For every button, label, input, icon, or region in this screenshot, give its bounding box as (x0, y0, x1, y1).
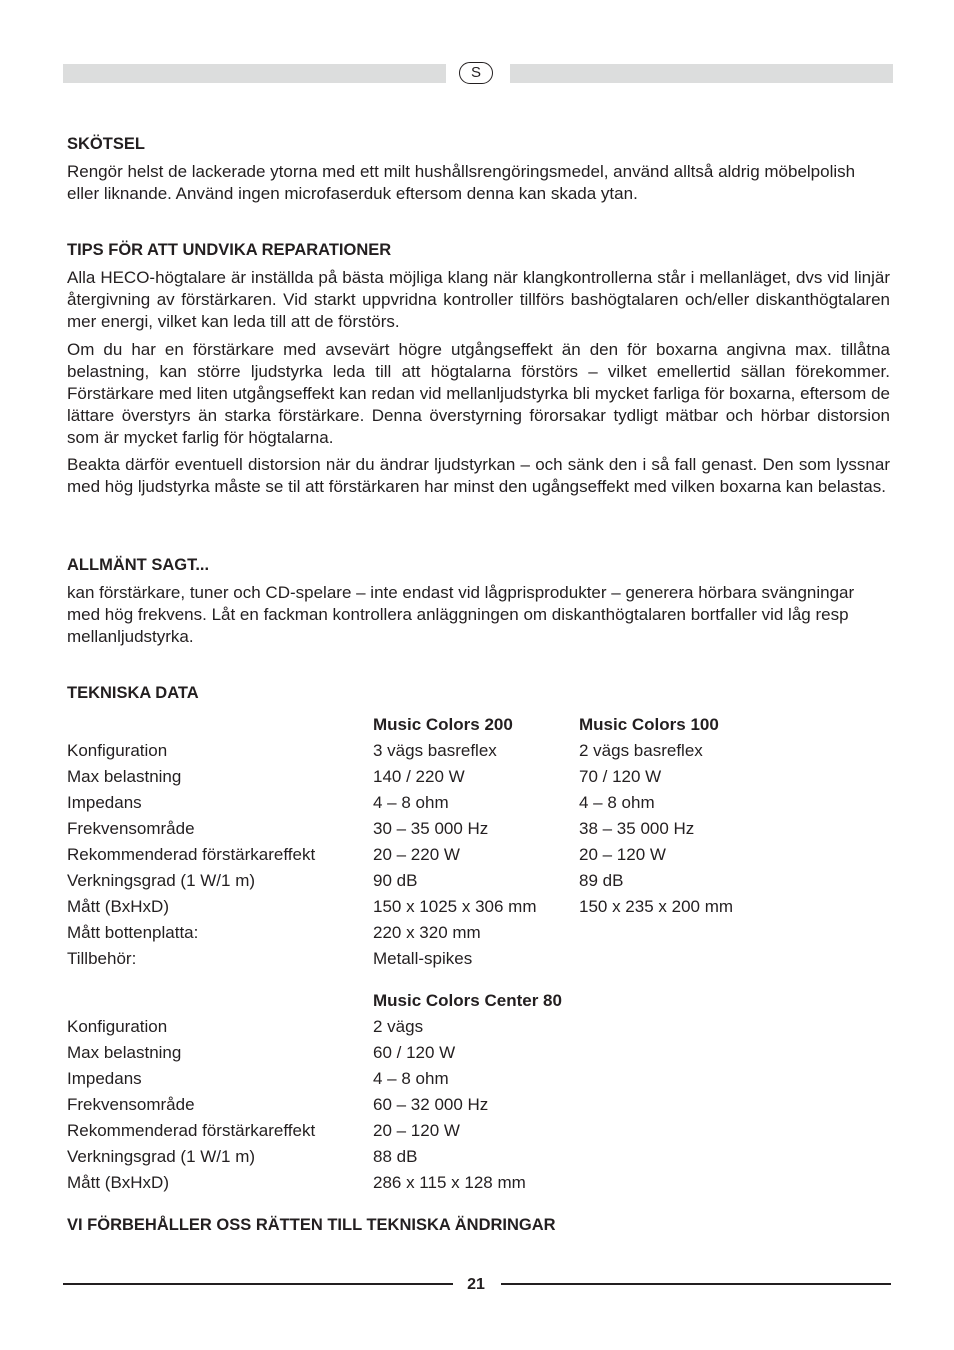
column-header-music-colors-200: Music Colors 200 (373, 715, 513, 734)
spec-label: Verkningsgrad (1 W/1 m) (67, 871, 256, 890)
column-header-music-colors-center-80: Music Colors Center 80 (373, 991, 562, 1010)
spec-row (67, 946, 890, 972)
spec-label: Rekommenderad förstärkareffekt (67, 845, 316, 864)
language-badge: S (459, 62, 493, 84)
spec-value: 70 / 120 W (579, 767, 662, 786)
spec-value: 2 vägs basreflex (579, 741, 703, 760)
spec-row (67, 816, 890, 842)
spec-label: Konfiguration (67, 741, 168, 760)
spec-table-music-colors-center-80 (67, 988, 890, 1196)
spec-value: 4 – 8 ohm (579, 793, 655, 812)
spec-row (67, 1040, 890, 1066)
header-bar-left (63, 64, 446, 83)
spec-value: 220 x 320 mm (373, 923, 481, 942)
spec-value: 60 – 32 000 Hz (373, 1095, 489, 1114)
spec-value: 286 x 115 x 128 mm (373, 1173, 526, 1192)
general-heading: ALLMÄNT SAGT... (67, 556, 210, 574)
spec-value: 90 dB (373, 871, 418, 890)
footer-rule-left (63, 1283, 453, 1285)
spec-value: 150 x 1025 x 306 mm (373, 897, 537, 916)
spec-label: Frekvensområde (67, 819, 195, 838)
spec-value: 4 – 8 ohm (373, 1069, 449, 1088)
spec-value: Metall-spikes (373, 949, 473, 968)
tips-paragraph-3: Beakta därför eventuell distorsion när du ändrar ljudstyrkan – och sänk den i så fall genast. Den som lyssnar med hög ljudstyrka måste se til att förstärkaren har minst den ugångseffekt med vilken boxarna kan belastas. (67, 455, 890, 496)
general-paragraph: kan förstärkare, tuner och CD-spelare – inte endast vid lågprisprodukter – generera hörbara svängningar med hög frekvens. Låt en fackman kontrollera anläggningen om diskanthögtalaren bortfaller vid låg resp mellanljudstyrka. (67, 583, 855, 646)
spec-label: Verkningsgrad (1 W/1 m) (67, 1147, 256, 1166)
care-paragraph: Rengör helst de lackerade ytorna med ett milt hushållsrengöringsmedel, använd alltså aldrig möbelpolish eller liknande. Använd ingen microfaserduk eftersom denna kan skada ytan. (67, 162, 856, 203)
spec-label: Mått (BxHxD) (67, 1173, 169, 1192)
column-header-music-colors-100: Music Colors 100 (579, 715, 719, 734)
spec-label: Mått bottenplatta: (67, 923, 199, 942)
spec-value: 20 – 120 W (373, 1121, 460, 1140)
spec-label: Impedans (67, 1069, 142, 1088)
spec-value: 3 vägs basreflex (373, 741, 497, 760)
spec-value: 140 / 220 W (373, 767, 465, 786)
spec-label: Mått (BxHxD) (67, 897, 169, 916)
spec-value: 150 x 235 x 200 mm (579, 897, 734, 916)
disclaimer-heading: VI FÖRBEHÅLLER OSS RÄTTEN TILL TEKNISKA ÄNDRINGAR (67, 1216, 556, 1234)
spec-value: 2 vägs (373, 1017, 424, 1036)
spec-table-header (67, 988, 890, 1014)
spec-row (67, 1118, 890, 1144)
spec-label: Max belastning (67, 767, 182, 786)
spec-value: 38 – 35 000 Hz (579, 819, 695, 838)
spec-value: 20 – 120 W (579, 845, 666, 864)
spec-row (67, 1066, 890, 1092)
spec-row (67, 920, 890, 946)
tips-paragraph-1: Alla HECO-högtalare är inställda på bästa möjliga klang när klangkontrollerna står i mellanläget, dvs vid linjär återgivning av förstärkaren. Vid starkt uppvridna kontroller tillförs bashögtalaren och/eller diskanthögtalaren mer energi, vilket kan leda till att de förstörs. (67, 268, 890, 331)
spec-value: 88 dB (373, 1147, 418, 1166)
spec-row (67, 790, 890, 816)
spec-table-music-colors-200-100 (67, 712, 890, 972)
spec-row (67, 1144, 890, 1170)
tips-heading: TIPS FÖR ATT UNDVIKA REPARATIONER (67, 241, 392, 259)
spec-value: 30 – 35 000 Hz (373, 819, 489, 838)
spec-table-header (67, 712, 890, 738)
spec-row (67, 1092, 890, 1118)
spec-label: Impedans (67, 793, 142, 812)
footer-rule-right (501, 1283, 891, 1285)
spec-row (67, 1170, 890, 1196)
spec-value: 20 – 220 W (373, 845, 460, 864)
spec-value: 60 / 120 W (373, 1043, 456, 1062)
spec-label: Konfiguration (67, 1017, 168, 1036)
spec-row (67, 894, 890, 920)
header-bar-right (510, 64, 893, 83)
spec-row (67, 1014, 890, 1040)
spec-label: Rekommenderad förstärkareffekt (67, 1121, 316, 1140)
tech-heading: TEKNISKA DATA (67, 684, 199, 702)
care-heading: SKÖTSEL (67, 135, 145, 153)
spec-row (67, 842, 890, 868)
spec-row (67, 764, 890, 790)
spec-value: 4 – 8 ohm (373, 793, 449, 812)
spec-row (67, 738, 890, 764)
spec-label: Frekvensområde (67, 1095, 195, 1114)
tips-paragraph-2: Om du har en förstärkare med avsevärt högre utgångseffekt än den för boxarna angivna max. tillåtna belastning, kan större ljudstyrka leda till att högtalarna förstörs – vilket emellertid sällan förekommer. Förstärkare med liten utgångseffekt kan redan vid mellanljudstyrka bli mycket farliga för boxarna, eftersom de lättare överstyrs än starka förstärkare. Denna överstyrning förorsakar tydligt mätbar och hörbar distorsion som är mycket farlig för högtalarna. (67, 340, 890, 447)
page-number: 21 (467, 1276, 485, 1293)
spec-label: Max belastning (67, 1043, 182, 1062)
spec-label: Tillbehör: (67, 949, 137, 968)
spec-value: 89 dB (579, 871, 624, 890)
spec-row (67, 868, 890, 894)
